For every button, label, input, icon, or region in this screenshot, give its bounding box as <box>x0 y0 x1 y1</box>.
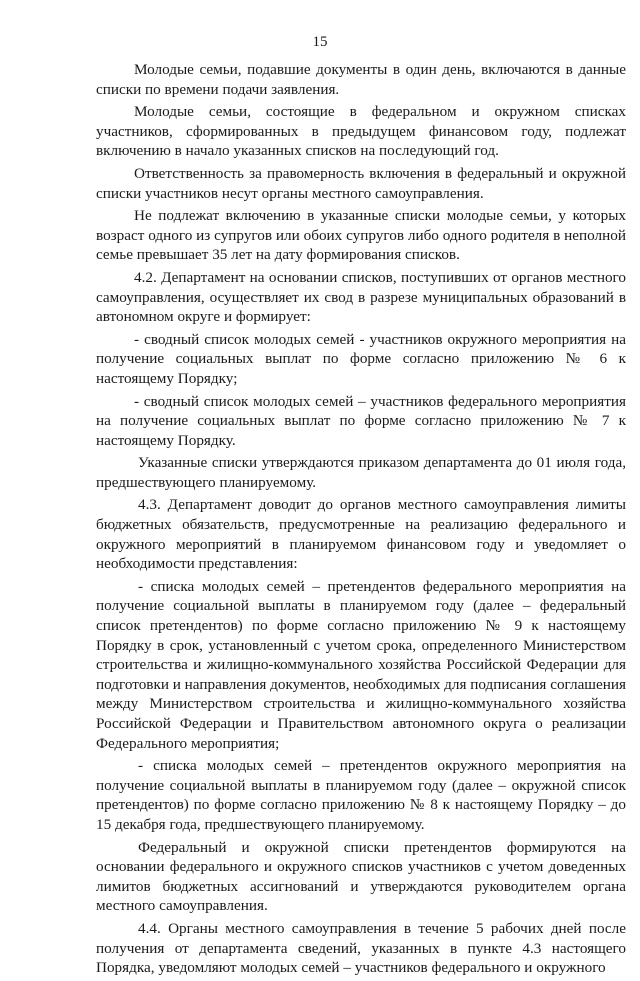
paragraph-section-4-3: 4.3. Департамент доводит до органов местного самоуправления лимиты бюджетных обязательств, предусмотренные на реализацию федерального и окружного мероприятий в планируемом финансовом году и уведомляет о необходимости представления: <box>96 496 626 573</box>
list-item-federal-summary: - сводный список молодых семей – участников федерального мероприятия на получение социальных выплат по форме согласно приложению № 7 к настоящему Порядку. <box>96 392 626 449</box>
paragraph-applicant-lists: Федеральный и окружной списки претендентов формируются на основании федерального и окружного списков участников с учетом доведенных лимитов бюджетных ассигнований и утверждаются руководителем органа местного самоуправления. <box>96 838 626 915</box>
list-item-district-summary: - сводный список молодых семей - участников окружного мероприятия на получение социальных выплат по форме согласно приложению № 6 к настоящему Порядку; <box>96 330 626 387</box>
list-item-federal-applicants: - списка молодых семей – претендентов федерального мероприятия на получение социальной выплаты в планируемом году (далее – федеральный список претендентов) по форме согласно приложению № 9 к настоящему Порядку в срок, установленный с учетом срока, определенного Министерством строительства и жилищно-коммунального хозяйства Российской Федерации для подготовки и направления документов, необходимых для подписания соглашения между Министерством строительства и жилищно-коммунального хозяйства Российской Федерации и Правительством автономного округа о реализации Федерального мероприятия; <box>96 577 626 752</box>
paragraph-section-4-2: 4.2. Департамент на основании списков, поступивших от органов местного самоуправления, осуществляет их свод в разрезе муниципальных образований в автономном округе и формирует: <box>96 268 626 326</box>
paragraph-approval: Указанные списки утверждаются приказом департамента до 01 июля года, предшествующего планируемому. <box>96 454 626 491</box>
paragraph-4: Не подлежат включению в указанные списки молодые семьи, у которых возраст одного из супругов или обоих супругов либо одного родителя в неполной семье превышает 35 лет на дату формирования списков. <box>96 207 626 264</box>
paragraph-section-4-4: 4.4. Органы местного самоуправления в течение 5 рабочих дней после получения от департамента сведений, указанных в пункте 4.3 настоящего Порядка, уведомляют молодых семей – участников федерального и окружного <box>96 919 626 977</box>
list-item-district-applicants: - списка молодых семей – претендентов окружного мероприятия на получение социальной выплаты в планируемом году (далее – окружной список претендентов) по форме согласно приложению № 8 к настоящему Порядку – до 15 декабря года, предшествующего планируемому. <box>96 757 626 833</box>
paragraph-3: Ответственность за правомерность включения в федеральный и окружной списки участников несут органы местного самоуправления. <box>96 164 626 202</box>
paragraph-1: Молодые семьи, подавшие документы в один день, включаются в данные списки по времени подачи заявления. <box>96 61 626 98</box>
document-body <box>96 60 626 981</box>
paragraph-2: Молодые семьи, состоящие в федеральном и окружном списках участников, сформированных в предыдущем финансовом году, подлежат включению в начало указанных списков на последующий год. <box>96 103 626 160</box>
page-number: 15 <box>312 34 328 50</box>
